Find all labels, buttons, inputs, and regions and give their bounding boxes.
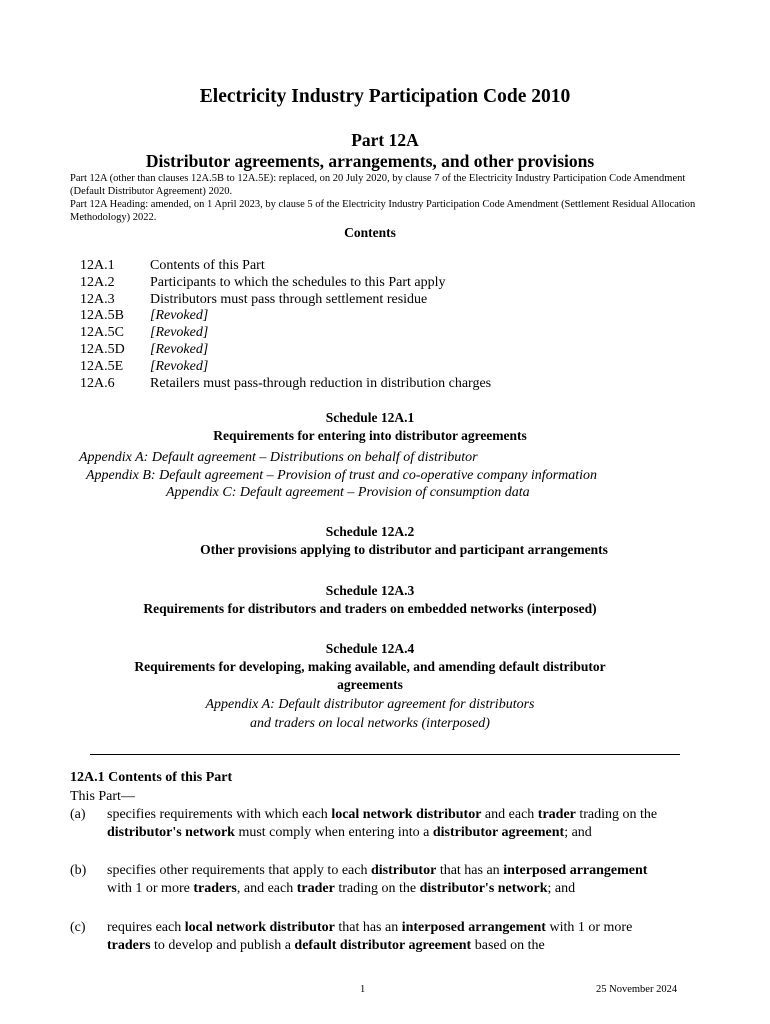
contents-entry-title: Distributors must pass through settlement residue (150, 291, 428, 307)
contents-entry-title: [Revoked] (150, 308, 209, 324)
document-title: Electricity Industry Participation Code 2010 (199, 86, 571, 107)
item-label: (a) (70, 807, 86, 822)
item-text: requires each local network distributor that has an interposed arrangement with 1 or more traders to develop and publish a default distributor agreement based on the (107, 920, 633, 953)
contents-entry[interactable] (80, 275, 640, 292)
section-item (70, 806, 670, 842)
section-heading: 12A.1 Contents of this Part (70, 770, 233, 785)
schedule-12a1[interactable] (0, 409, 740, 445)
part-number: Part 12A (351, 130, 419, 150)
schedule-title: agreements (337, 677, 403, 692)
section-item (70, 919, 670, 955)
amendment-note: Part 12A (other than clauses 12A.5B to 12A.5E): replaced, on 20 July 2020, by clause 7 of the Electricity Industry Participation Code Amendment (Default Distributor Agreement) 2020. (70, 173, 686, 197)
contents-entry-number: 12A.3 (80, 291, 115, 307)
contents-entry[interactable] (80, 342, 640, 359)
contents-entry-title: [Revoked] (150, 358, 209, 374)
appendix-entry[interactable]: and traders on local networks (interposed) (250, 716, 490, 731)
contents-entry-title: Participants to which the schedules to this Part apply (150, 274, 446, 290)
schedule-number: Schedule 12A.1 (325, 410, 415, 425)
appendix-entry[interactable]: Appendix A: Default agreement – Distributions on behalf of distributor (79, 450, 478, 465)
contents-entry-number: 12A.5E (80, 358, 124, 374)
schedule-title: Requirements for developing, making available, and amending default distributor (134, 659, 606, 674)
contents-entry[interactable] (80, 376, 640, 393)
schedule-12a4[interactable] (0, 640, 740, 694)
contents-entry[interactable] (80, 359, 640, 376)
contents-heading: Contents (344, 225, 396, 240)
schedule-title: Other provisions applying to distributor and participant arrangements (200, 542, 608, 557)
schedule-title: Requirements for entering into distributor agreements (213, 428, 527, 443)
contents-entry[interactable] (80, 258, 640, 275)
contents-entry-number: 12A.6 (80, 375, 115, 391)
schedule-title: Requirements for distributors and traders on embedded networks (interposed) (143, 601, 597, 616)
schedule-12a3[interactable] (0, 582, 740, 618)
schedule-12a2[interactable] (0, 523, 740, 559)
section-intro: This Part— (70, 789, 135, 804)
section-divider (90, 754, 680, 755)
contents-entry-number: 12A.1 (80, 258, 115, 273)
schedule-number: Schedule 12A.2 (325, 524, 415, 539)
item-label: (b) (70, 863, 87, 878)
contents-entry-title: [Revoked] (150, 341, 209, 357)
contents-entry-number: 12A.5D (80, 341, 125, 357)
contents-entry-title: Contents of this Part (150, 258, 265, 273)
schedule-number: Schedule 12A.3 (325, 583, 415, 598)
appendix-entry[interactable]: Appendix B: Default agreement – Provision of trust and co-operative company information (86, 468, 598, 483)
contents-entry-title: Retailers must pass-through reduction in distribution charges (150, 375, 492, 391)
item-label: (c) (70, 920, 86, 935)
contents-entry-number: 12A.5B (80, 308, 124, 324)
contents-entry-number: 12A.5C (80, 325, 124, 341)
item-text: specifies other requirements that apply to each distributor that has an interposed arrangement with 1 or more traders, and each trader trading on the distributor's network; and (107, 863, 648, 896)
appendix-entry[interactable]: Appendix A: Default distributor agreement for distributors (205, 697, 535, 712)
appendix-entry[interactable]: Appendix C: Default agreement – Provision of consumption data (166, 485, 530, 500)
amendment-note: Part 12A Heading: amended, on 1 April 2023, by clause 5 of the Electricity Industry Participation Code Amendment (Settlement Residual Allocation Methodology) 2022. (70, 199, 696, 223)
contents-entry[interactable] (80, 325, 640, 342)
footer-date: 25 November 2024 (596, 984, 678, 995)
contents-entry[interactable] (80, 308, 640, 325)
schedule-number: Schedule 12A.4 (325, 641, 415, 656)
contents-entry-number: 12A.2 (80, 274, 115, 290)
section-item (70, 862, 670, 898)
contents-entry[interactable] (80, 292, 640, 309)
contents-entry-title: [Revoked] (150, 325, 209, 341)
contents-list (80, 258, 640, 392)
item-text: specifies requirements with which each local network distributor and each trader trading on the distributor's network must comply when entering into a distributor agreement; and (107, 807, 658, 840)
part-heading: Distributor agreements, arrangements, and other provisions (145, 151, 595, 171)
amendment-notes (70, 172, 700, 224)
page-number: 1 (360, 984, 366, 995)
